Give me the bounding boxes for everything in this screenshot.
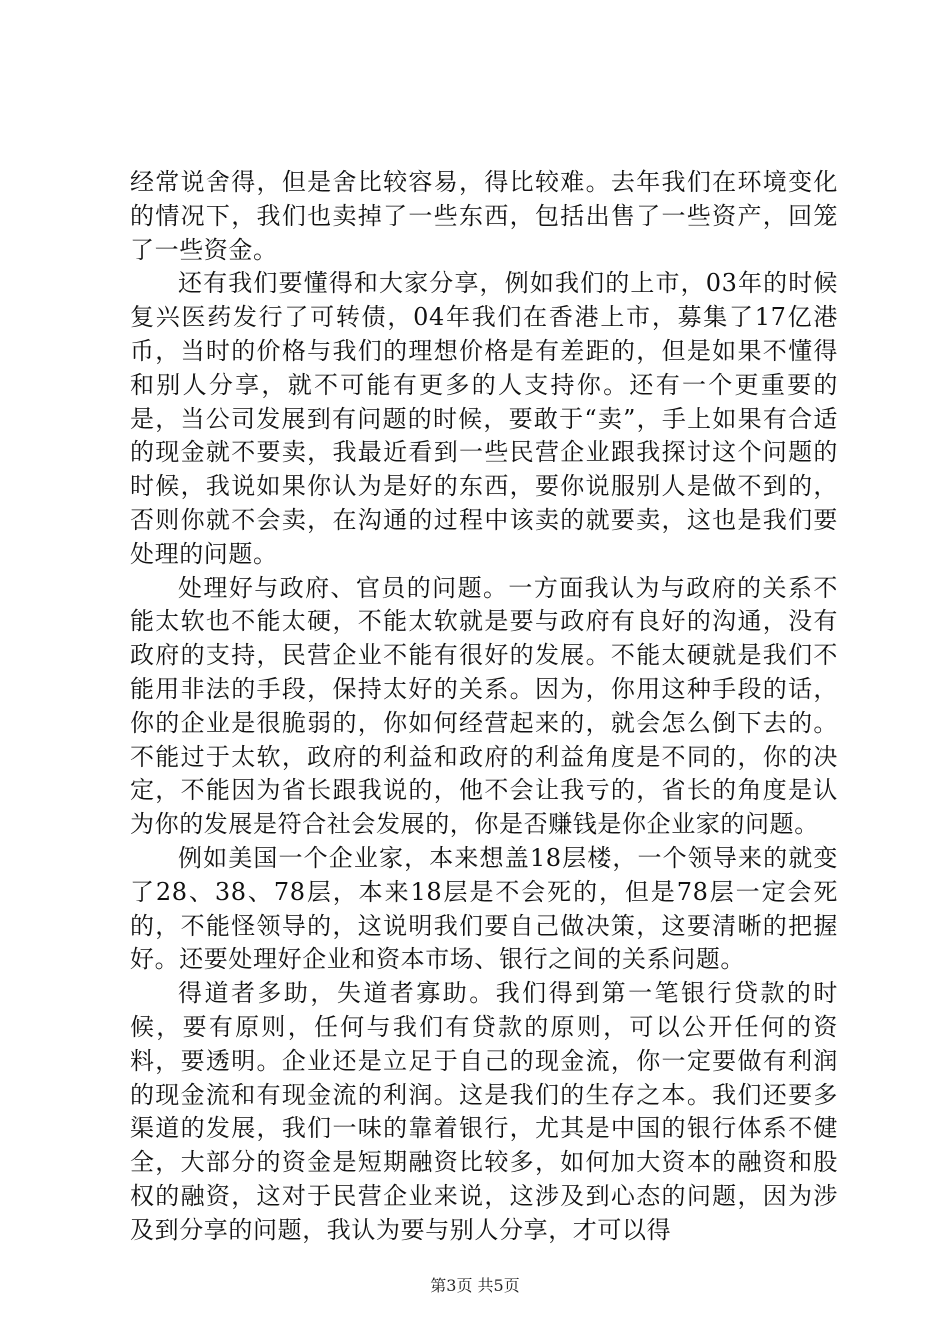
paragraph-5: 得道者多助，失道者寡助。我们得到第一笔银行贷款的时候，要有原则，任何与我们有贷款的原则，可以公开任何的资料，要透明。企业还是立足于自己的现金流，你一定要做有利润的现金流和有现金流的利润。这是我们的生存之本。我们还要多渠道的发展，我们一味的靠着银行，尤其是中国的银行体系不健全，大部分的资金是短期融资比较多，如何加大资本的融资和股权的融资，这对于民营企业来说，这涉及到心态的问题，因为涉及到分享的问题，我认为要与别人分享，才可以得 <box>130 979 838 1244</box>
paragraph-4: 例如美国一个企业家，本来想盖18层楼，一个领导来的就变了28、38、78层，本来18层是不会死的，但是78层一定会死的，不能怪领导的，这说明我们要自己做决策，这要清晰的把握好。还要处理好企业和资本市场、银行之间的关系问题。 <box>130 843 838 974</box>
paragraph-2: 还有我们要懂得和大家分享，例如我们的上市，03年的时候复兴医药发行了可转债，04年我们在香港上市，募集了17亿港币，当时的价格与我们的理想价格是有差距的，但是如果不懂得和别人分享，就不可能有更多的人支持你。还有一个更重要的是，当公司发展到有问题的时候，要敢于“卖”，手上如果有合适的现金就不要卖，我最近看到一些民营企业跟我探讨这个问题的时候，我说如果你认为是好的东西，要你说服别人是做不到的，否则你就不会卖，在沟通的过程中该卖的就要卖，这也是我们要处理的问题。 <box>130 269 838 568</box>
document-body <box>130 166 838 1248</box>
page-number-footer: 第3页 共5页 <box>430 1276 520 1295</box>
paragraph-1: 经常说舍得，但是舍比较容易，得比较难。去年我们在环境变化的情况下，我们也卖掉了一些东西，包括出售了一些资产，回笼了一些资金。 <box>130 168 838 264</box>
paragraph-3: 处理好与政府、官员的问题。一方面我认为与政府的关系不能太软也不能太硬，不能太软就是要与政府有良好的沟通，没有政府的支持，民营企业不能有很好的发展。不能太硬就是我们不能用非法的手段，保持太好的关系。因为，你用这种手段的话，你的企业是很脆弱的，你如何经营起来的，就会怎么倒下去的。不能过于太软，政府的利益和政府的利益角度是不同的，你的决定，不能因为省长跟我说的，他不会让我亏的，省长的角度是认为你的发展是符合社会发展的，你是否赚钱是你企业家的问题。 <box>130 573 838 839</box>
